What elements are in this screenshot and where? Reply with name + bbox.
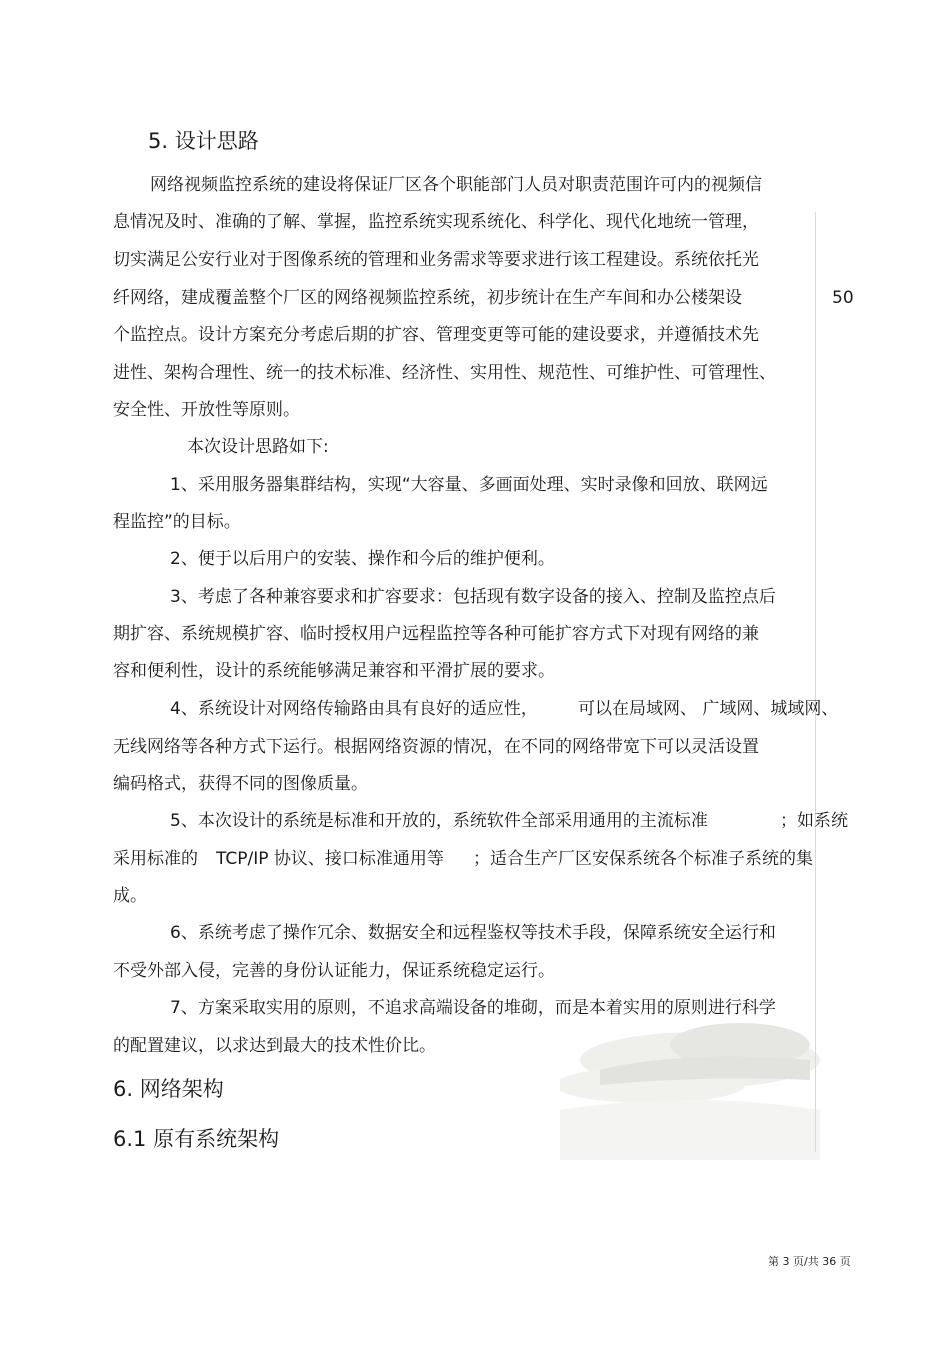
paragraph-line: 进性、架构合理性、统一的技术标准、经济性、实用性、规范性、可维护性、可管理性、 [113,363,776,383]
item-5-line: 采用标准的 [113,849,198,869]
item-5-line: 成。 [113,886,147,906]
section-5-heading: 5. 设计思路 [148,129,259,153]
paragraph-line: 息情况及时、准确的了解、掌握，监控系统实现系统化、科学化、现代化地统一管理， [113,212,759,232]
item-3-line: 期扩容、系统规模扩容、临时授权用户远程监控等各种可能扩容方式下对现有网络的兼 [113,624,759,644]
paragraph-line: 纤网络，建成覆盖整个厂区的网络视频监控系统，初步统计在生产车间和办公楼架设 [113,288,742,308]
page-footer: 第 3 页/共 36 页 [768,1255,851,1268]
item-4-line: 可以在局域网、 广域网、城域网、 [578,699,839,719]
design-lead: 本次设计思路如下: [187,437,329,457]
item-5-line: ；如系统 [780,811,848,831]
section-6-1-heading: 6.1 原有系统架构 [113,1127,280,1151]
item-1-line: 1、采用服务器集群结构，实现“大容量、多画面处理、实时录像和回放、联网远 [170,475,768,495]
paragraph-line: 网络视频监控系统的建设将保证厂区各个职能部门人员对职责范围许可内的视频信 [150,175,762,195]
item-4-line: 编码格式，获得不同的图像质量。 [113,774,368,794]
section-6-heading: 6. 网络架构 [113,1077,224,1101]
item-7-line: 7、方案采取实用的原则，不追求高端设备的堆砌，而是本着实用的原则进行科学 [170,998,776,1018]
item-5-line: ；适合生产厂区安保系统各个标准子系统的集 [473,849,813,869]
paragraph-line: 安全性、开放性等原则。 [113,400,300,420]
item-5-line: 5、本次设计的系统是标准和开放的，系统软件全部采用通用的主流标准 [170,811,708,831]
item-3-line: 3、考虑了各种兼容要求和扩容要求：包括现有数字设备的接入、控制及监控点后 [170,587,776,607]
item-4-line: 4、系统设计对网络传输路由具有良好的适应性， [170,699,538,719]
item-4-line: 无线网络等各种方式下运行。根据网络资源的情况，在不同的网络带宽下可以灵活设置 [113,737,759,757]
item-6-line: 6、系统考虑了操作冗余、数据安全和远程鉴权等技术手段，保障系统安全运行和 [170,923,776,943]
item-7-line: 的配置建议，以求达到最大的技术性价比。 [113,1036,436,1056]
item-2-line: 2、便于以后用户的安装、操作和今后的维护便利。 [170,549,555,569]
paragraph-line: 个监控点。设计方案充分考虑后期的扩容、管理变更等可能的建设要求，并遵循技术先 [113,325,759,345]
camera-count: 50 [832,288,854,308]
item-5-line: TCP/IP 协议、接口标准通用等 [216,849,444,869]
item-6-line: 不受外部入侵，完善的身份认证能力，保证系统稳定运行。 [113,961,555,981]
margin-rule [815,212,816,1152]
item-3-line: 容和便利性，设计的系统能够满足兼容和平滑扩展的要求。 [113,661,555,681]
item-1-line: 程监控”的目标。 [113,512,241,532]
paragraph-line: 切实满足公安行业对于图像系统的管理和业务需求等要求进行该工程建设。系统依托光 [113,250,759,270]
